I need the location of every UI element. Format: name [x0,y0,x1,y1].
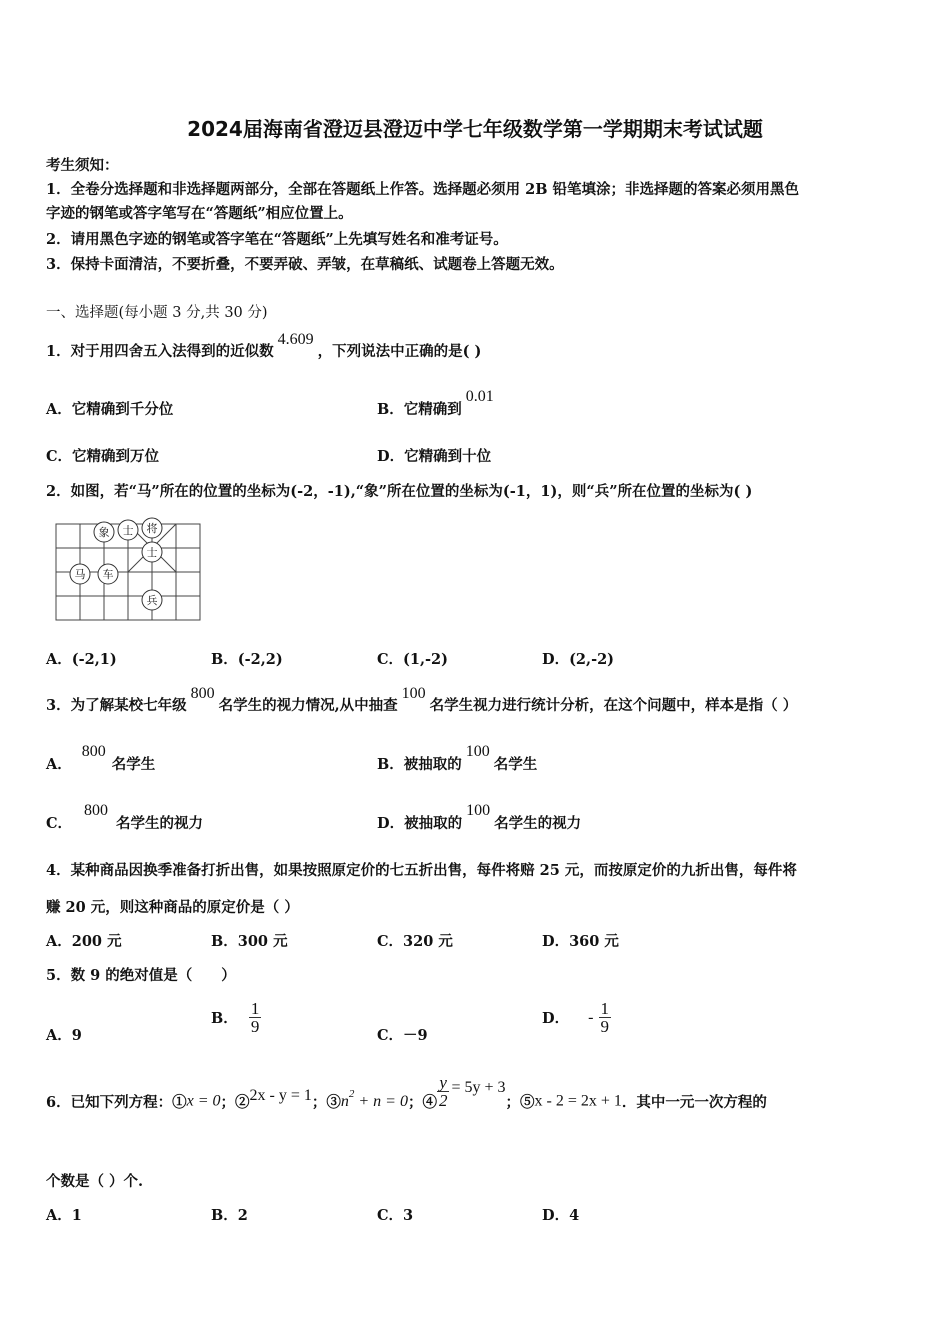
q4-option-b[interactable]: B．300 元 [211,933,288,950]
q6-option-b[interactable]: B．2 [211,1207,248,1224]
fraction-denominator: 9 [600,1017,610,1036]
q1-option-b-text: B．它精确到 [377,401,462,418]
q5-option-b-fraction [249,1000,262,1035]
q4-stem-line-2: 赚 20 元，则这种商品的原定价是（ ） [46,899,299,916]
q6-equation-5: x - 2 = 2x + 1 [534,1092,622,1110]
q1-stem [46,331,482,361]
q5-option-c[interactable]: C．－9 [377,1027,428,1044]
fraction-numerator: 1 [250,999,260,1018]
q6-equation-2: 2x - y = 1 [249,1086,312,1104]
q3-option-c-text: 名学生的视力 [116,815,204,832]
q3-stem-text-c: 名学生视力进行统计分析，在这个问题中，样本是指（ ） [429,697,798,714]
fraction-numerator: y [439,1073,447,1092]
q6-stem-text-a: 6．已知下列方程：① [46,1094,187,1111]
q6-separator-4: ；④ [407,1094,437,1111]
q3-option-b-label: B．被抽取的 [377,756,462,773]
q2-option-b[interactable]: B．(-2,2) [211,651,283,668]
q3-option-b-number: 100 [465,743,490,760]
q5-option-a[interactable]: A．9 [46,1027,82,1044]
q4-option-c[interactable]: C．320 元 [377,933,453,950]
q2-option-a[interactable]: A．(-2,1) [46,651,117,668]
q1-option-a[interactable]: A．它精确到千分位 [46,401,174,418]
q3-stem-text-b: 名学生的视力情况,从中抽查 [218,697,398,714]
section-heading: 一、选择题(每小题 3 分,共 30 分) [46,305,268,321]
q2-option-c[interactable]: C．(1,-2) [377,651,449,668]
q3-option-d-number: 100 [466,802,491,819]
q6-option-a[interactable]: A．1 [46,1207,82,1224]
q3-option-d-text: 名学生的视力 [494,815,582,832]
q5-option-b-label: B． [211,1010,238,1027]
q1-option-d[interactable]: D．它精确到十位 [377,448,492,465]
q6-equation-4-fraction [437,1074,450,1109]
q5-option-d-sign: - [588,1008,594,1026]
q6-stem [46,1073,767,1128]
q6-equation-4-rest: = 5y + 3 [451,1078,506,1096]
q3-option-c[interactable] [46,802,204,833]
q3-option-a-label: A． [46,756,72,773]
q3-option-d-label: D．被抽取的 [377,815,463,832]
q6-stem-line-2: 个数是（ ）个. [46,1173,144,1190]
q6-option-c[interactable]: C．3 [377,1207,414,1224]
q6-separator-5: ；⑤ [505,1094,535,1111]
q5-option-d[interactable] [542,1000,611,1035]
q1-option-c[interactable]: C．它精确到万位 [46,448,160,465]
q3-option-b[interactable] [377,743,538,774]
q6-option-d[interactable]: D．4 [542,1207,580,1224]
q6-eq3-exponent: 2 [348,1087,355,1100]
fraction-numerator: 1 [600,999,610,1018]
chess-board-figure [55,516,203,622]
q4-stem-line-1: 4．某种商品因换季准备打折出售，如果按照原定价的七五折出售，每件将赔 25 元，而按原定价的九折出售，每件将 [46,862,797,879]
q1-number: 4.609 [277,331,314,348]
q6-stem-text-b: ．其中一元一次方程的 [621,1094,767,1111]
q6-equation-1: x = 0 [186,1092,221,1110]
label-ma: 马 [74,568,86,581]
notice-line-2: 2．请用黑色字迹的钢笔或答字笔在“答题纸”上先填写姓名和准考证号。 [46,231,508,248]
fraction-denominator: 9 [250,1017,260,1036]
q5-option-d-fraction [599,1000,612,1035]
q3-stem-text-a: 3．为了解某校七年级 [46,697,187,714]
q3-stem [46,685,798,715]
q6-eq3-rest: + n = 0 [354,1092,408,1110]
q1-stem-text-a: 1．对于用四舍五入法得到的近似数 [46,343,274,360]
q3-number-100: 100 [401,685,426,702]
q3-option-d[interactable] [377,802,582,833]
notice-line-1a: 1．全卷分选择题和非选择题两部分，全部在答题纸上作答。选择题必须用 2B 铅笔填涂；非选择题的答案必须用黑色 [46,181,800,198]
q4-option-d[interactable]: D．360 元 [542,933,619,950]
q1-stem-text-b: ，下列说法中正确的是( ) [317,343,482,360]
notice-line-3: 3．保持卡面清洁，不要折叠，不要弄破、弄皱，在草稿纸、试题卷上答题无效。 [46,256,564,273]
q3-option-c-number: 800 [84,802,109,819]
q6-separator-3: ；③ [311,1094,341,1111]
q4-option-a[interactable]: A．200 元 [46,933,122,950]
q3-option-a-number: 800 [81,743,106,760]
q1-option-b-value: 0.01 [465,388,494,405]
q2-option-d[interactable]: D．(2,-2) [542,651,615,668]
label-jiang: 将 [146,522,158,535]
q6-separator-2: ；② [220,1094,250,1111]
label-shi-top: 士 [122,524,134,537]
q2-stem: 2．如图，若“马”所在的位置的坐标为(-2，-1),“象”所在位置的坐标为(-1，1)，则“兵”所在位置的坐标为( ) [46,483,753,500]
fraction-denominator: 2 [438,1091,448,1110]
q3-number-800: 800 [190,685,215,702]
q5-option-d-label: D． [542,1010,570,1027]
label-shi: 士 [146,546,158,559]
q3-option-a-text: 名学生 [111,756,156,773]
q5-option-b[interactable] [211,1000,261,1035]
label-bing: 兵 [146,594,158,607]
notice-heading: 考生须知： [46,157,119,174]
notice-line-1b: 字迹的钢笔或答字笔写在“答题纸”相应位置上。 [46,205,353,222]
q3-option-a[interactable] [46,743,156,774]
q1-option-b[interactable] [377,388,494,419]
q3-option-b-text: 名学生 [493,756,538,773]
page-title: 2024届海南省澄迈县澄迈中学七年级数学第一学期期末考试试题 [187,117,763,141]
label-che: 车 [102,568,114,581]
q5-stem: 5．数 9 的绝对值是（ ） [46,967,236,984]
q6-eq3-base: n [340,1092,349,1110]
q6-equation-3 [340,1087,408,1110]
label-xiang: 象 [98,526,110,539]
q3-option-c-label: C． [46,815,73,832]
